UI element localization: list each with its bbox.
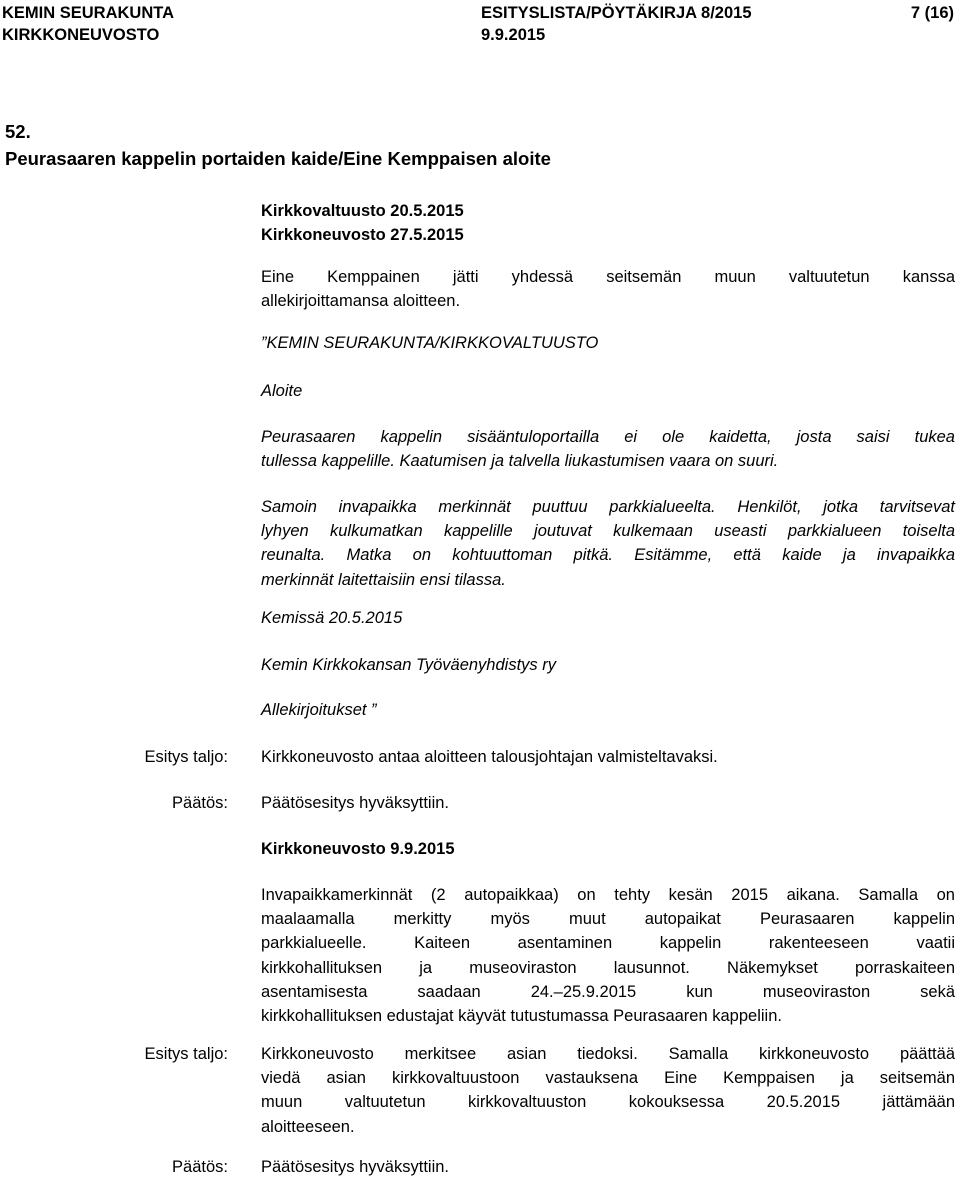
meeting-title: Kirkkoneuvosto 9.9.2015 [261, 840, 455, 858]
initiative-line: Peurasaaren kappelin sisääntuloportailla ei ole kaidetta, josta saisi tukea [261, 428, 955, 446]
initiative-signatures: Allekirjoitukset ” [261, 701, 377, 719]
decision-text: Päätösesitys hyväksyttiin. [261, 794, 449, 812]
initiative-signer: Kemin Kirkkokansan Työväenyhdistys ry [261, 656, 556, 674]
initiative-place-date: Kemissä 20.5.2015 [261, 609, 403, 627]
initiative-recipient: ”KEMIN SEURAKUNTA/KIRKKOVALTUUSTO [261, 334, 599, 352]
meeting-line: maalaamalla merkitty myös muut autopaikat Peurasaaren kappelin [261, 910, 955, 929]
initiative-line: reunalta. Matka on kohtuuttoman pitkä. Esitämme, että kaide ja invapaikka [261, 546, 955, 565]
section-title: Peurasaaren kappelin portaiden kaide/Eine Kemppaisen aloite [5, 148, 551, 169]
history-item: Kirkkovaltuusto 20.5.2015 [261, 202, 464, 220]
proposal-line: viedä asian kirkkovaltuustoon vastauksena Eine Kemppaisen ja seitsemän [261, 1069, 955, 1088]
proposal-line: Kirkkoneuvosto merkitsee asian tiedoksi. Samalla kirkkoneuvosto päättää [261, 1045, 955, 1063]
proposal-line: muun valtuutetun kirkkovaltuuston kokouksessa 20.5.2015 jättämään [261, 1093, 955, 1112]
meeting-line: Invapaikkamerkinnät (2 autopaikkaa) on tehty kesän 2015 aikana. Samalla on [261, 886, 955, 904]
proposal-label: Esitys taljo: [144, 748, 228, 766]
initiative-paragraph-1 [261, 425, 955, 473]
initiative-heading: Aloite [261, 382, 303, 400]
intro-paragraph [261, 265, 955, 313]
decision-label: Päätös: [172, 794, 228, 812]
initiative-line: Samoin invapaikka merkinnät puuttuu parkkialueelta. Henkilöt, jotka tarvitsevat [261, 498, 955, 516]
header-org: KEMIN SEURAKUNTA [2, 4, 175, 22]
proposal-text: Kirkkoneuvosto antaa aloitteen talousjohtajan valmisteltavaksi. [261, 748, 718, 766]
meeting-line: parkkialueelle. Kaiteen asentaminen kappelin rakenteeseen vaatii [261, 934, 955, 953]
history-list [261, 199, 955, 247]
proposal-line: aloitteeseen. [261, 1117, 355, 1136]
proposal-label: Esitys taljo: [144, 1045, 228, 1063]
header-date: 9.9.2015 [481, 26, 546, 44]
decision-text: Päätösesitys hyväksyttiin. [261, 1158, 449, 1176]
meeting-line: kirkkohallituksen ja museoviraston lausunnot. Näkemykset porraskaiteen [261, 958, 955, 977]
initiative-line: tullessa kappelille. Kaatumisen ja talvella liukastumisen vaara on suuri. [261, 452, 779, 471]
proposal-paragraph [261, 1042, 955, 1139]
initiative-line: merkinnät laitettaisiin ensi tilassa. [261, 570, 506, 589]
meeting-line: kirkkohallituksen edustajat käyvät tutustumassa Peurasaaren kappeliin. [261, 1007, 782, 1026]
history-item: Kirkkoneuvosto 27.5.2015 [261, 226, 464, 245]
header-middle [481, 3, 752, 45]
meeting-line: asentamisesta saadaan 24.–25.9.2015 kun museoviraston sekä [261, 982, 955, 1001]
intro-line: allekirjoittamansa aloitteen. [261, 292, 461, 311]
meeting-paragraph [261, 883, 955, 1028]
decision-label: Päätös: [172, 1158, 228, 1176]
header-page: 7 (16) [910, 4, 954, 22]
header-body: KIRKKONEUVOSTO [2, 26, 160, 44]
header-left [2, 3, 174, 45]
initiative-paragraph-2 [261, 495, 955, 592]
header-doc-type: ESITYSLISTA/PÖYTÄKIRJA 8/2015 [481, 4, 752, 22]
section-number: 52. [5, 121, 31, 142]
initiative-line: lyhyen kulkumatkan kappelille joutuvat kulkemaan useasti parkkialueen toiselta [261, 522, 955, 541]
header-right [850, 3, 954, 25]
intro-line: Eine Kemppainen jätti yhdessä seitsemän muun valtuutetun kanssa [261, 268, 955, 286]
